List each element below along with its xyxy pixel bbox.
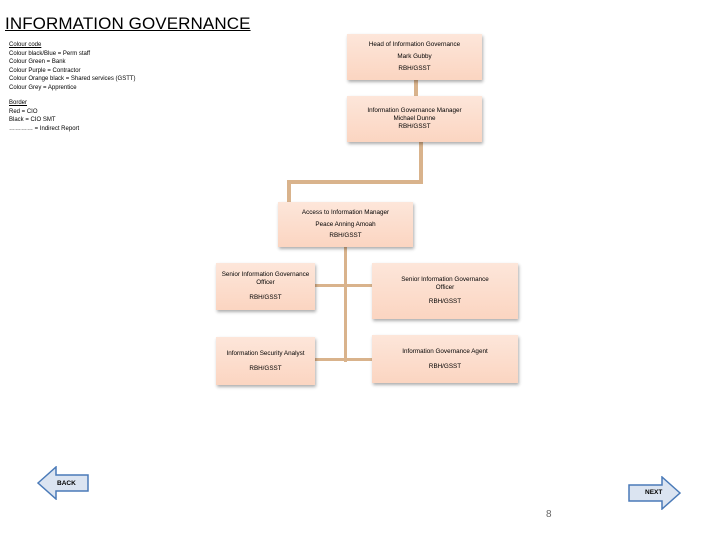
node-senior-left-role-2: Officer: [256, 279, 275, 287]
colour-code-item-perm: Colour black/Blue = Perm staff: [9, 50, 91, 57]
connector-manager-branch: [287, 180, 423, 184]
node-senior-right-role-1: Senior Information Governance: [401, 275, 489, 283]
node-ig-manager: [347, 96, 482, 142]
node-access-name: Peace Anning Amoah: [315, 220, 376, 228]
connector-manager-down: [419, 142, 423, 182]
node-manager-role: Information Governance Manager: [367, 107, 462, 115]
connector-access-trunk: [344, 247, 347, 362]
node-access-manager: [278, 202, 413, 247]
node-senior-right-role-2: Officer: [435, 283, 455, 291]
border-key-item-cio: Red = CIO: [9, 108, 38, 115]
connector-senior-right: [347, 284, 372, 287]
connector-branch-access: [287, 180, 291, 202]
colour-code-item-apprentice: Colour Grey = Apprentice: [9, 84, 77, 91]
node-head-name: Mark Gubby: [397, 53, 432, 61]
node-head-role: Head of Information Governance: [368, 41, 461, 49]
node-access-org: RBH/GSST: [329, 232, 362, 240]
connector-agent: [347, 358, 372, 361]
colour-code-heading: Colour code: [9, 42, 42, 48]
node-security-analyst: [216, 337, 315, 385]
node-senior-right-org: RBH/GSST: [428, 298, 462, 306]
colour-code-item-shared: Colour Orange black = Shared services (GSTT): [9, 76, 136, 83]
connector-senior-left: [315, 284, 344, 287]
page-number: 8: [546, 509, 552, 520]
node-senior-left-role-1: Senior Information Governance: [221, 271, 310, 279]
node-access-role: Access to Information Manager: [301, 208, 390, 216]
border-key-item-indirect: ………… = Indirect Report: [9, 125, 80, 132]
next-button-label[interactable]: NEXT: [645, 489, 663, 496]
node-security-org: RBH/GSST: [249, 364, 282, 372]
connector-head-manager: [414, 80, 418, 96]
border-key-item-smt: Black = CIO SMT: [9, 117, 56, 124]
node-senior-left-org: RBH/GSST: [249, 293, 282, 301]
colour-code-legend: [9, 41, 136, 93]
connector-security: [315, 358, 344, 361]
colour-code-item-bank: Colour Green = Bank: [9, 59, 66, 66]
node-manager-org: RBH/GSST: [398, 122, 431, 130]
node-ig-agent: [372, 335, 518, 383]
back-button-label[interactable]: BACK: [57, 480, 76, 487]
node-senior-officer-right: [372, 263, 518, 319]
border-key-legend: [9, 99, 79, 133]
node-head-of-ig: [347, 34, 482, 80]
node-manager-name: Michael Dunne: [393, 115, 436, 123]
page-title: INFORMATION GOVERNANCE: [5, 14, 251, 33]
colour-code-item-contractor: Colour Purple = Contractor: [9, 67, 81, 74]
node-security-role: Information Security Analyst: [226, 349, 305, 357]
node-senior-officer-left: [216, 263, 315, 310]
node-agent-role: Information Governance Agent: [402, 347, 488, 355]
node-head-org: RBH/GSST: [398, 64, 431, 72]
border-key-heading: Border: [9, 100, 28, 106]
node-agent-org: RBH/GSST: [428, 362, 462, 370]
